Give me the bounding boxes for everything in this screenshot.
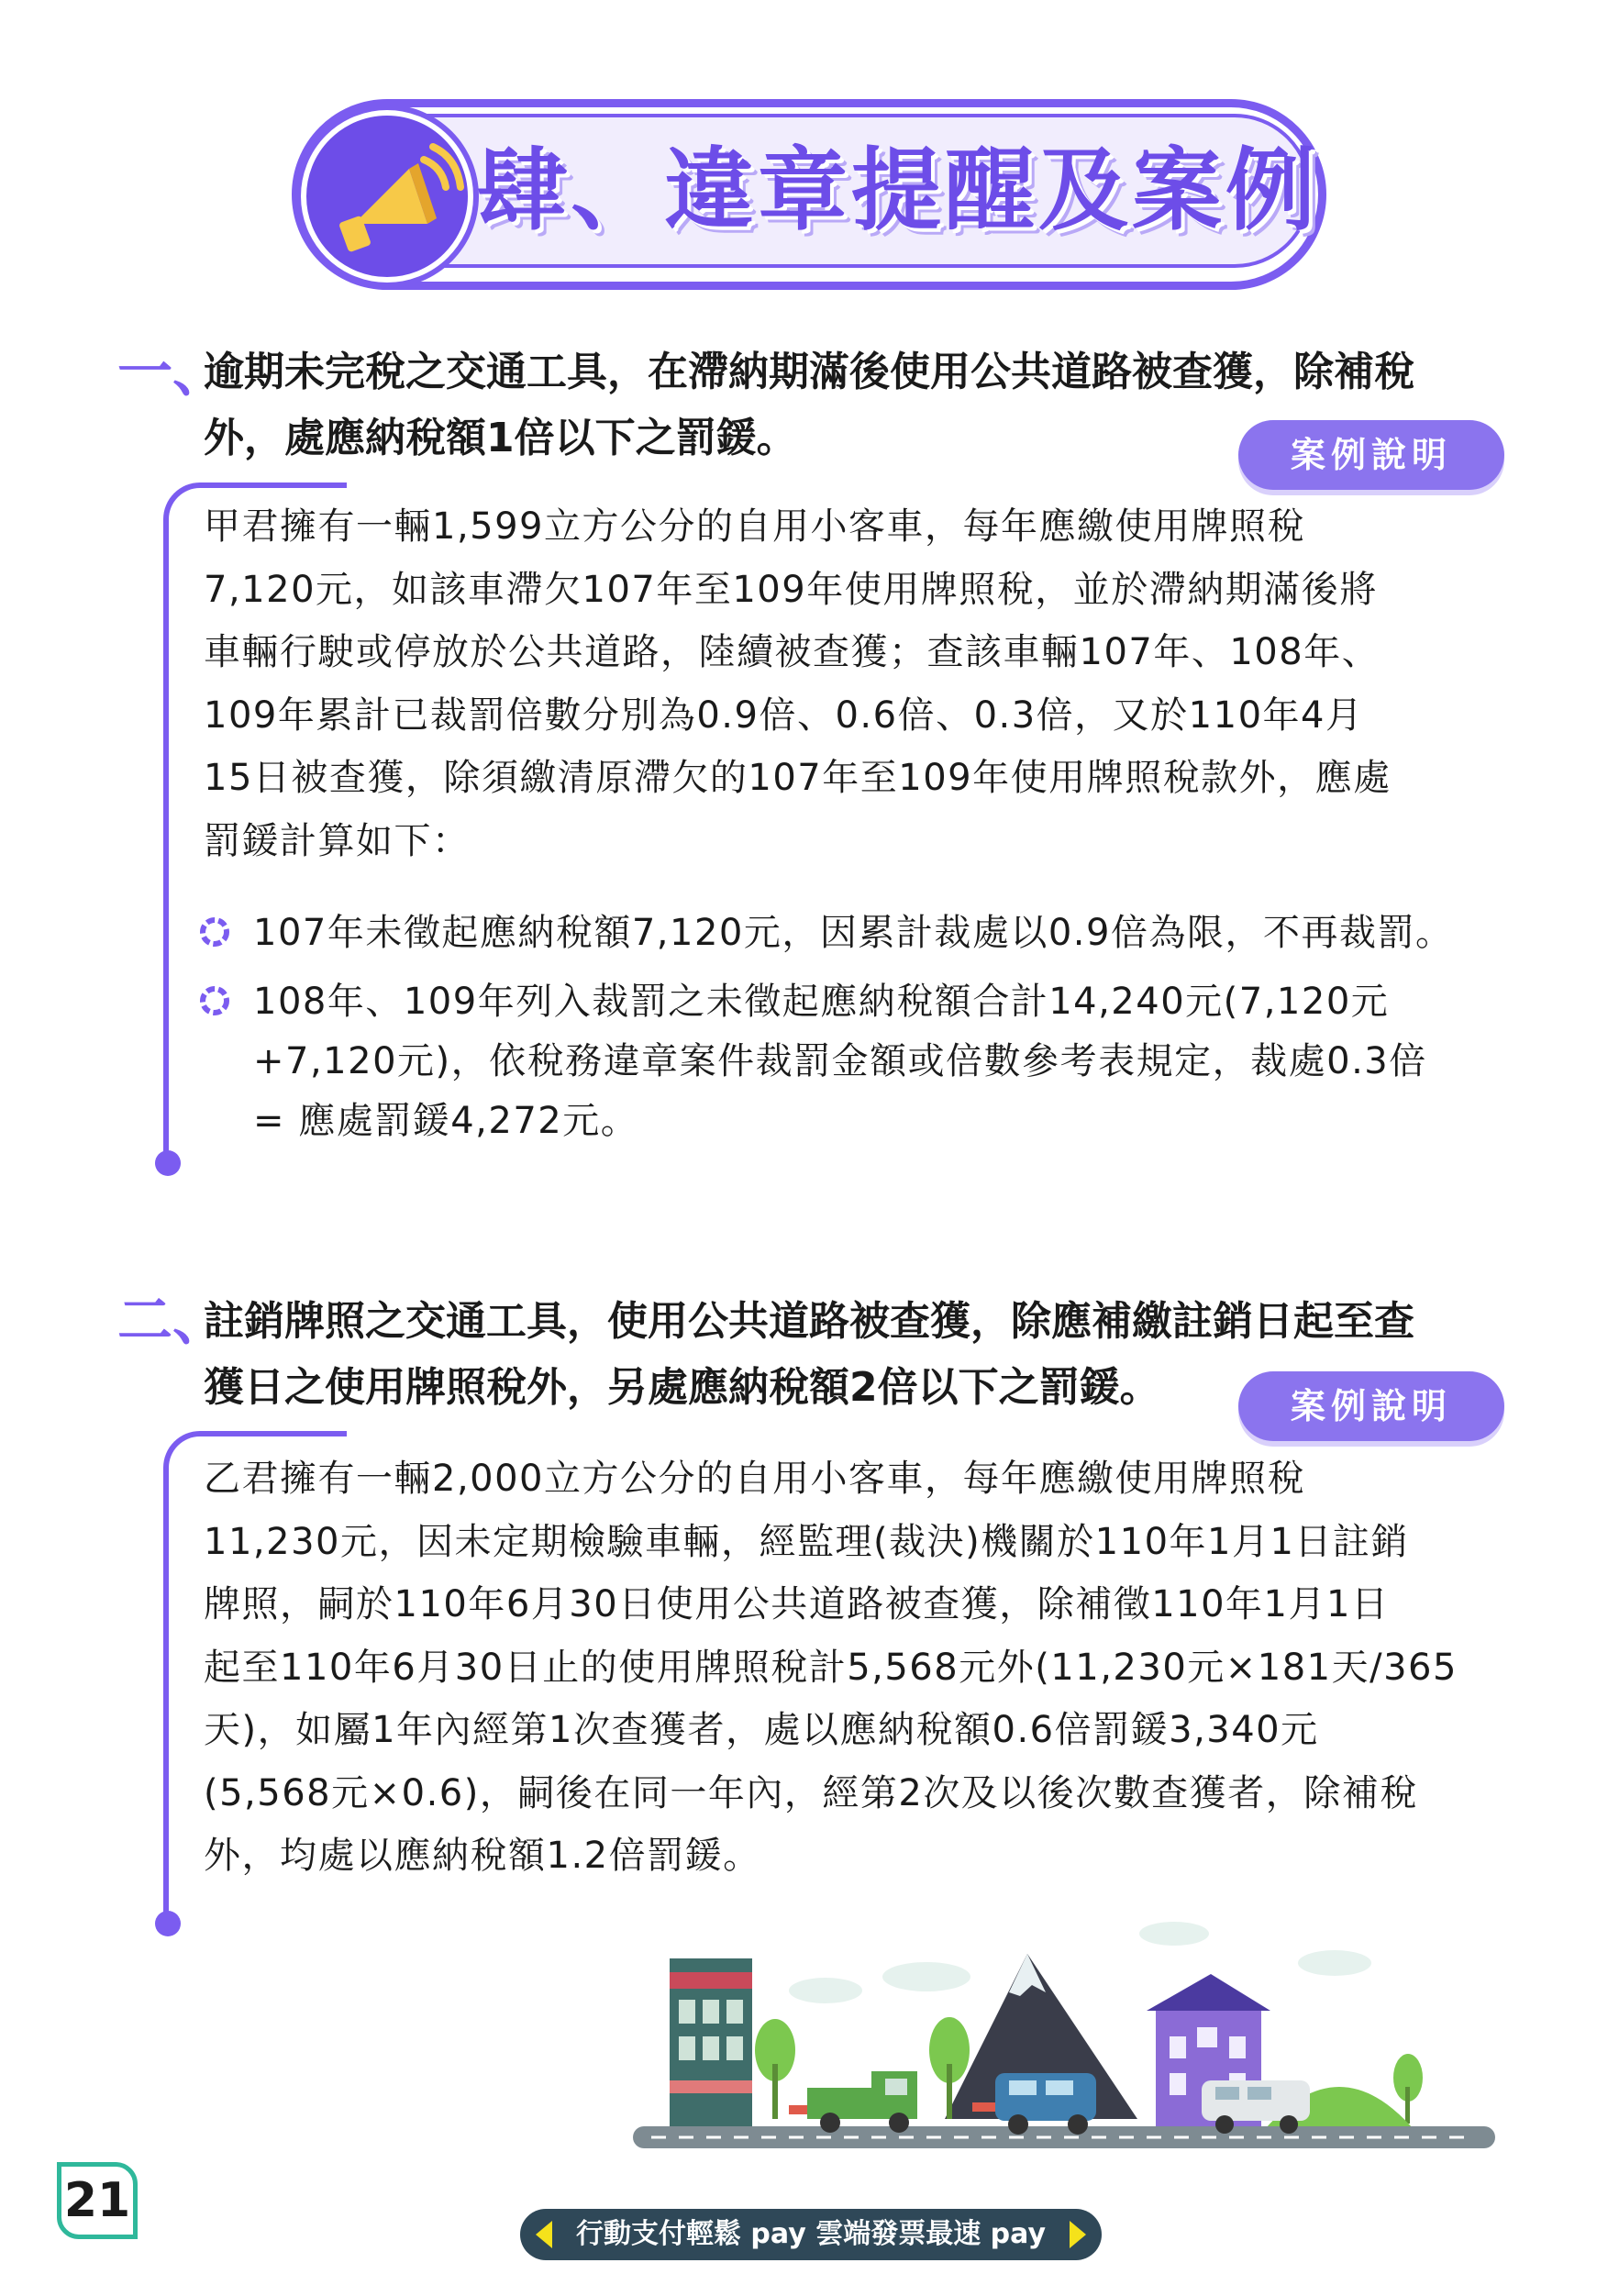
- page-number: 21: [57, 2162, 138, 2239]
- paragraph-line: 車輛行駛或停放於公共道路，陸續被查獲；查該車輛107年、108年、: [204, 631, 1381, 673]
- paragraph-line: 甲君擁有一輛1,599立方公分的自用小客車，每年應繳使用牌照稅: [204, 505, 1306, 548]
- arrow-left-icon: [536, 2221, 552, 2248]
- paragraph-line: 11,230元，因未定期檢驗車輛，經監理(裁決)機關於110年1月1日註銷: [204, 1520, 1409, 1563]
- paragraph-line: 15日被查獲，除須繳清原滯欠的107年至109年使用牌照稅款外，應處: [204, 757, 1392, 799]
- megaphone-icon: [301, 110, 473, 283]
- paragraph-line: 乙君擁有一輛2,000立方公分的自用小客車，每年應繳使用牌照稅: [204, 1458, 1306, 1500]
- case-label-badge: 案例說明: [1238, 420, 1504, 490]
- arrow-right-icon: [1070, 2221, 1086, 2248]
- bullet-line: = 應處罰鍰4,272元。: [253, 1100, 639, 1142]
- section-number: 二、: [117, 1289, 227, 1353]
- case-label-badge: 案例說明: [1238, 1371, 1504, 1441]
- paragraph-line: (5,568元×0.6)，嗣後在同一年內，經第2次及以後次數查獲者，除補稅: [204, 1771, 1418, 1814]
- bullet-line: 107年未徵起應納稅額7,120元，因累計裁處以0.9倍為限，不再裁罰。: [253, 912, 1454, 954]
- street-illustration: [624, 1908, 1504, 2165]
- bullet-line: +7,120元)，依稅務違章案件裁罰金額或倍數參考表規定，裁處0.3倍: [253, 1040, 1427, 1082]
- bullet-item: [253, 972, 1528, 1151]
- section-heading-line: 獲日之使用牌照稅外，另處應納稅額2倍以下之罰鍰。: [204, 1364, 1160, 1411]
- bullet-item: [253, 904, 1519, 963]
- ring-bullet-icon: [198, 984, 231, 1017]
- frame-end-dot: [155, 1911, 181, 1936]
- section-heading-line: 註銷牌照之交通工具，使用公共道路被查獲，除應補繳註銷日起至查: [204, 1298, 1414, 1345]
- paragraph-line: 起至110年6月30日止的使用牌照稅計5,568元外(11,230元×181天/365: [204, 1646, 1458, 1689]
- paragraph-line: 牌照，嗣於110年6月30日使用公共道路被查獲，除補徵110年1月1日: [204, 1583, 1390, 1625]
- ring-bullet-icon: [198, 915, 231, 948]
- footer-slogan: 行動支付輕鬆 pay 雲端發票最速 pay: [520, 2209, 1102, 2260]
- frame-end-dot: [155, 1150, 181, 1176]
- section-heading-line: 逾期未完稅之交通工具，在滯納期滿後使用公共道路被查獲，除補稅: [204, 349, 1414, 395]
- paragraph-line: 罰鍰計算如下：: [204, 819, 471, 862]
- paragraph-line: 外，均處以應納稅額1.2倍罰鍰。: [204, 1835, 761, 1877]
- section-heading-line: 外，處應納稅額1倍以下之罰鍰。: [204, 415, 797, 461]
- section-number: 一、: [117, 340, 227, 405]
- bullet-line: 108年、109年列入裁罰之未徵起應納稅額合計14,240元(7,120元: [253, 981, 1390, 1023]
- paragraph-line: 7,120元，如該車滯欠107年至109年使用牌照稅，並於滯納期滿後將: [204, 568, 1378, 611]
- case-paragraph: [204, 1447, 1515, 1888]
- case-paragraph: [204, 495, 1506, 872]
- page-title: 肆、違章提醒及案例: [477, 139, 1320, 243]
- paragraph-line: 109年累計已裁罰倍數分別為0.9倍、0.6倍、0.3倍，又於110年4月: [204, 693, 1364, 737]
- paragraph-line: 天)，如屬1年內經第1次查獲者，處以應納稅額0.6倍罰鍰3,340元: [204, 1709, 1319, 1751]
